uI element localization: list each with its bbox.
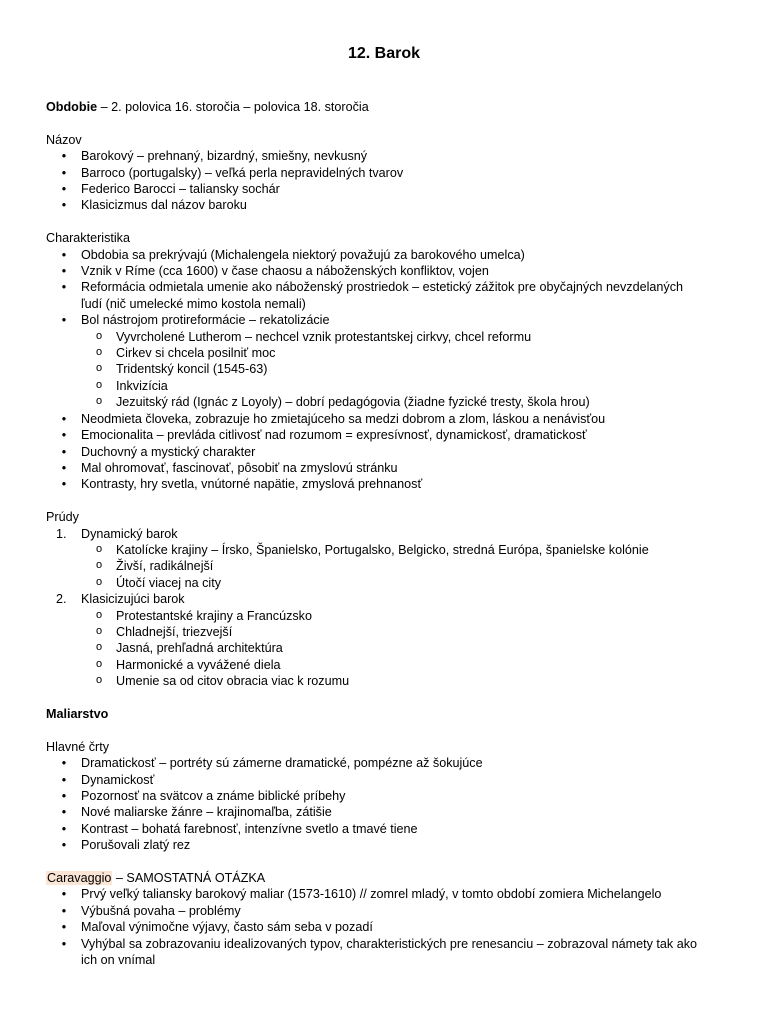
sub-list-item: o Cirkev si chcela posilniť moc [46, 345, 726, 361]
bullet-marker: • [61, 313, 67, 328]
bullet-marker: • [61, 788, 67, 803]
bullet-marker: • [61, 887, 67, 902]
list-item: • Dramatickosť – portréty sú zámerne dramatické, pompézne až šokujúce [46, 755, 726, 771]
list-item: • Kontrasty, hry svetla, vnútorné napätie, zmyslová prehnanosť [46, 476, 726, 492]
sub-list-item: o Umenie sa od citov obracia viac k rozumu [46, 673, 726, 689]
sub-list-item: o Harmonické a vyvážené diela [46, 657, 726, 673]
nazov-heading: Názov [46, 132, 82, 147]
sub-bullet-marker: o [95, 395, 103, 408]
list-item: • Reformácia odmietala umenie ako náboženský prostriedok – estetický zážitok pre obyčajných nevzdelaných ľudí (nič umelecké mimo kostola nemali) [46, 279, 726, 312]
numbered-item: 2. Klasicizujúci barok [56, 592, 185, 607]
sub-bullet-marker: o [95, 624, 103, 637]
bullet-marker: • [61, 460, 67, 475]
sub-list-item: o Živší, radikálnejší [46, 558, 726, 574]
caravaggio-highlight: Caravaggio [47, 871, 112, 885]
number-marker: 2. [56, 592, 67, 607]
sub-bullet-marker: o [95, 378, 103, 391]
list-item: • Federico Barocci – taliansky sochár [46, 181, 726, 197]
sub-list-item: o Jasná, prehľadná architektúra [46, 640, 726, 656]
hlavne-crty-list [46, 755, 726, 853]
sub-list-item: o Protestantské krajiny a Francúzsko [46, 608, 726, 624]
bullet-marker: • [61, 838, 67, 853]
sub-bullet-marker: o [95, 608, 103, 621]
list-item: • Výbušná povaha – problémy [46, 903, 726, 919]
sub-bullet-marker: o [95, 542, 103, 555]
list-item: • Nové maliarske žánre – krajinomaľba, zátišie [46, 804, 726, 820]
sub-bullet-marker: o [95, 575, 103, 588]
bullet-marker: • [61, 805, 67, 820]
charakteristika-heading: Charakteristika [46, 231, 130, 246]
sub-bullet-marker: o [95, 641, 103, 654]
sub-list-item: o Vyvrcholené Lutherom – nechcel vznik protestantskej cirkvy, chcel reformu [46, 329, 726, 345]
sub-bullet-marker: o [95, 657, 103, 670]
caravaggio-heading: Caravaggio – SAMOSTATNÁ OTÁZKA [47, 871, 266, 885]
sub-bullet-marker: o [95, 674, 103, 687]
sub-bullet-marker: o [95, 346, 103, 359]
bullet-marker: • [61, 165, 67, 180]
number-marker: 1. [56, 526, 67, 541]
sub-bullet-marker: o [95, 329, 103, 342]
list-item: • Prvý veľký taliansky barokový maliar (1573-1610) // zomrel mladý, v tomto období zomiera Michelangelo [46, 886, 726, 902]
caravaggio-list [46, 886, 726, 968]
bullet-marker: • [61, 821, 67, 836]
list-item: • Bol nástrojom protireformácie – rekatolizácie [46, 312, 726, 328]
list-item: • Pozornosť na svätcov a známe biblické príbehy [46, 788, 726, 804]
list-item: • Vyhýbal sa zobrazovaniu idealizovaných typov, charakteristických pre renesanciu – zobrazoval námety tak ako ich on vnímal [46, 936, 726, 969]
list-item: • Porušovali zlatý rez [46, 837, 726, 853]
bullet-marker: • [61, 411, 67, 426]
bullet-marker: • [61, 936, 67, 951]
list-item: • Duchovný a mystický charakter [46, 444, 726, 460]
sub-list-item: o Chladnejší, triezvejší [46, 624, 726, 640]
bullet-marker: • [61, 772, 67, 787]
bullet-marker: • [61, 264, 67, 279]
list-item: • Obdobia sa prekrývajú (Michalengela niektorý považujú za barokového umelca) [46, 247, 726, 263]
list-item: • Mal ohromovať, fascinovať, pôsobiť na zmyslovú stránku [46, 460, 726, 476]
obdobie-line [46, 99, 726, 115]
sub-list-item: o Inkvizícia [46, 378, 726, 394]
list-item: • Vznik v Ríme (cca 1600) v čase chaosu a náboženských konfliktov, vojen [46, 263, 726, 279]
hlavne-crty-heading: Hlavné črty [46, 739, 109, 754]
numbered-item: 1. Dynamický barok [56, 526, 178, 541]
maliarstvo-heading: Maliarstvo [46, 706, 109, 721]
obdobie-label: Obdobie [46, 100, 98, 114]
sub-bullet-marker: o [95, 362, 103, 375]
list-item: • Barroco (portugalsky) – veľká perla nepravidelných tvarov [46, 165, 726, 181]
sub-bullet-marker: o [95, 559, 103, 572]
bullet-marker: • [61, 280, 67, 295]
list-item: • Kontrast – bohatá farebnosť, intenzívne svetlo a tmavé tiene [46, 821, 726, 837]
sub-list-item: o Útočí viacej na city [46, 575, 726, 591]
sub-list-item: o Jezuitský rád (Ignác z Loyoly) – dobrí pedagógovia (žiadne fyzické tresty, škola hrou) [46, 394, 726, 410]
list-item: • Maľoval výnimočne výjavy, často sám seba v pozadí [46, 919, 726, 935]
prudy-heading: Prúdy [46, 510, 79, 525]
bullet-marker: • [61, 198, 67, 213]
document-body [46, 99, 726, 968]
bullet-marker: • [61, 182, 67, 197]
document-title: 12. Barok [347, 45, 421, 62]
bullet-marker: • [61, 444, 67, 459]
list-item: • Klasicizmus dal názov baroku [46, 197, 726, 213]
bullet-marker: • [61, 247, 67, 262]
prudy-list [46, 526, 726, 690]
bullet-marker: • [61, 428, 67, 443]
list-item: • Neodmieta človeka, zobrazuje ho zmietajúceho sa medzi dobrom a zlom, láskou a nenávisťou [46, 411, 726, 427]
bullet-marker: • [61, 756, 67, 771]
bullet-marker: • [61, 477, 67, 492]
bullet-marker: • [61, 903, 67, 918]
obdobie-text: – 2. polovica 16. storočia – polovica 18. storočia [97, 100, 369, 114]
bullet-marker: • [61, 149, 67, 164]
nazov-list [46, 148, 726, 214]
list-item: • Dynamickosť [46, 772, 726, 788]
charakteristika-list [46, 247, 726, 493]
sub-list-item: o Katolícke krajiny – Írsko, Španielsko, Portugalsko, Belgicko, stredná Európa, španielske kolónie [46, 542, 726, 558]
bullet-marker: • [61, 920, 67, 935]
sub-list-item: o Tridentský koncil (1545-63) [46, 361, 726, 377]
list-item: • Barokový – prehnaný, bizardný, smiešny, nevkusný [46, 148, 726, 164]
list-item: • Emocionalita – prevláda citlivosť nad rozumom = expresívnosť, dynamickosť, dramatickosť [46, 427, 726, 443]
